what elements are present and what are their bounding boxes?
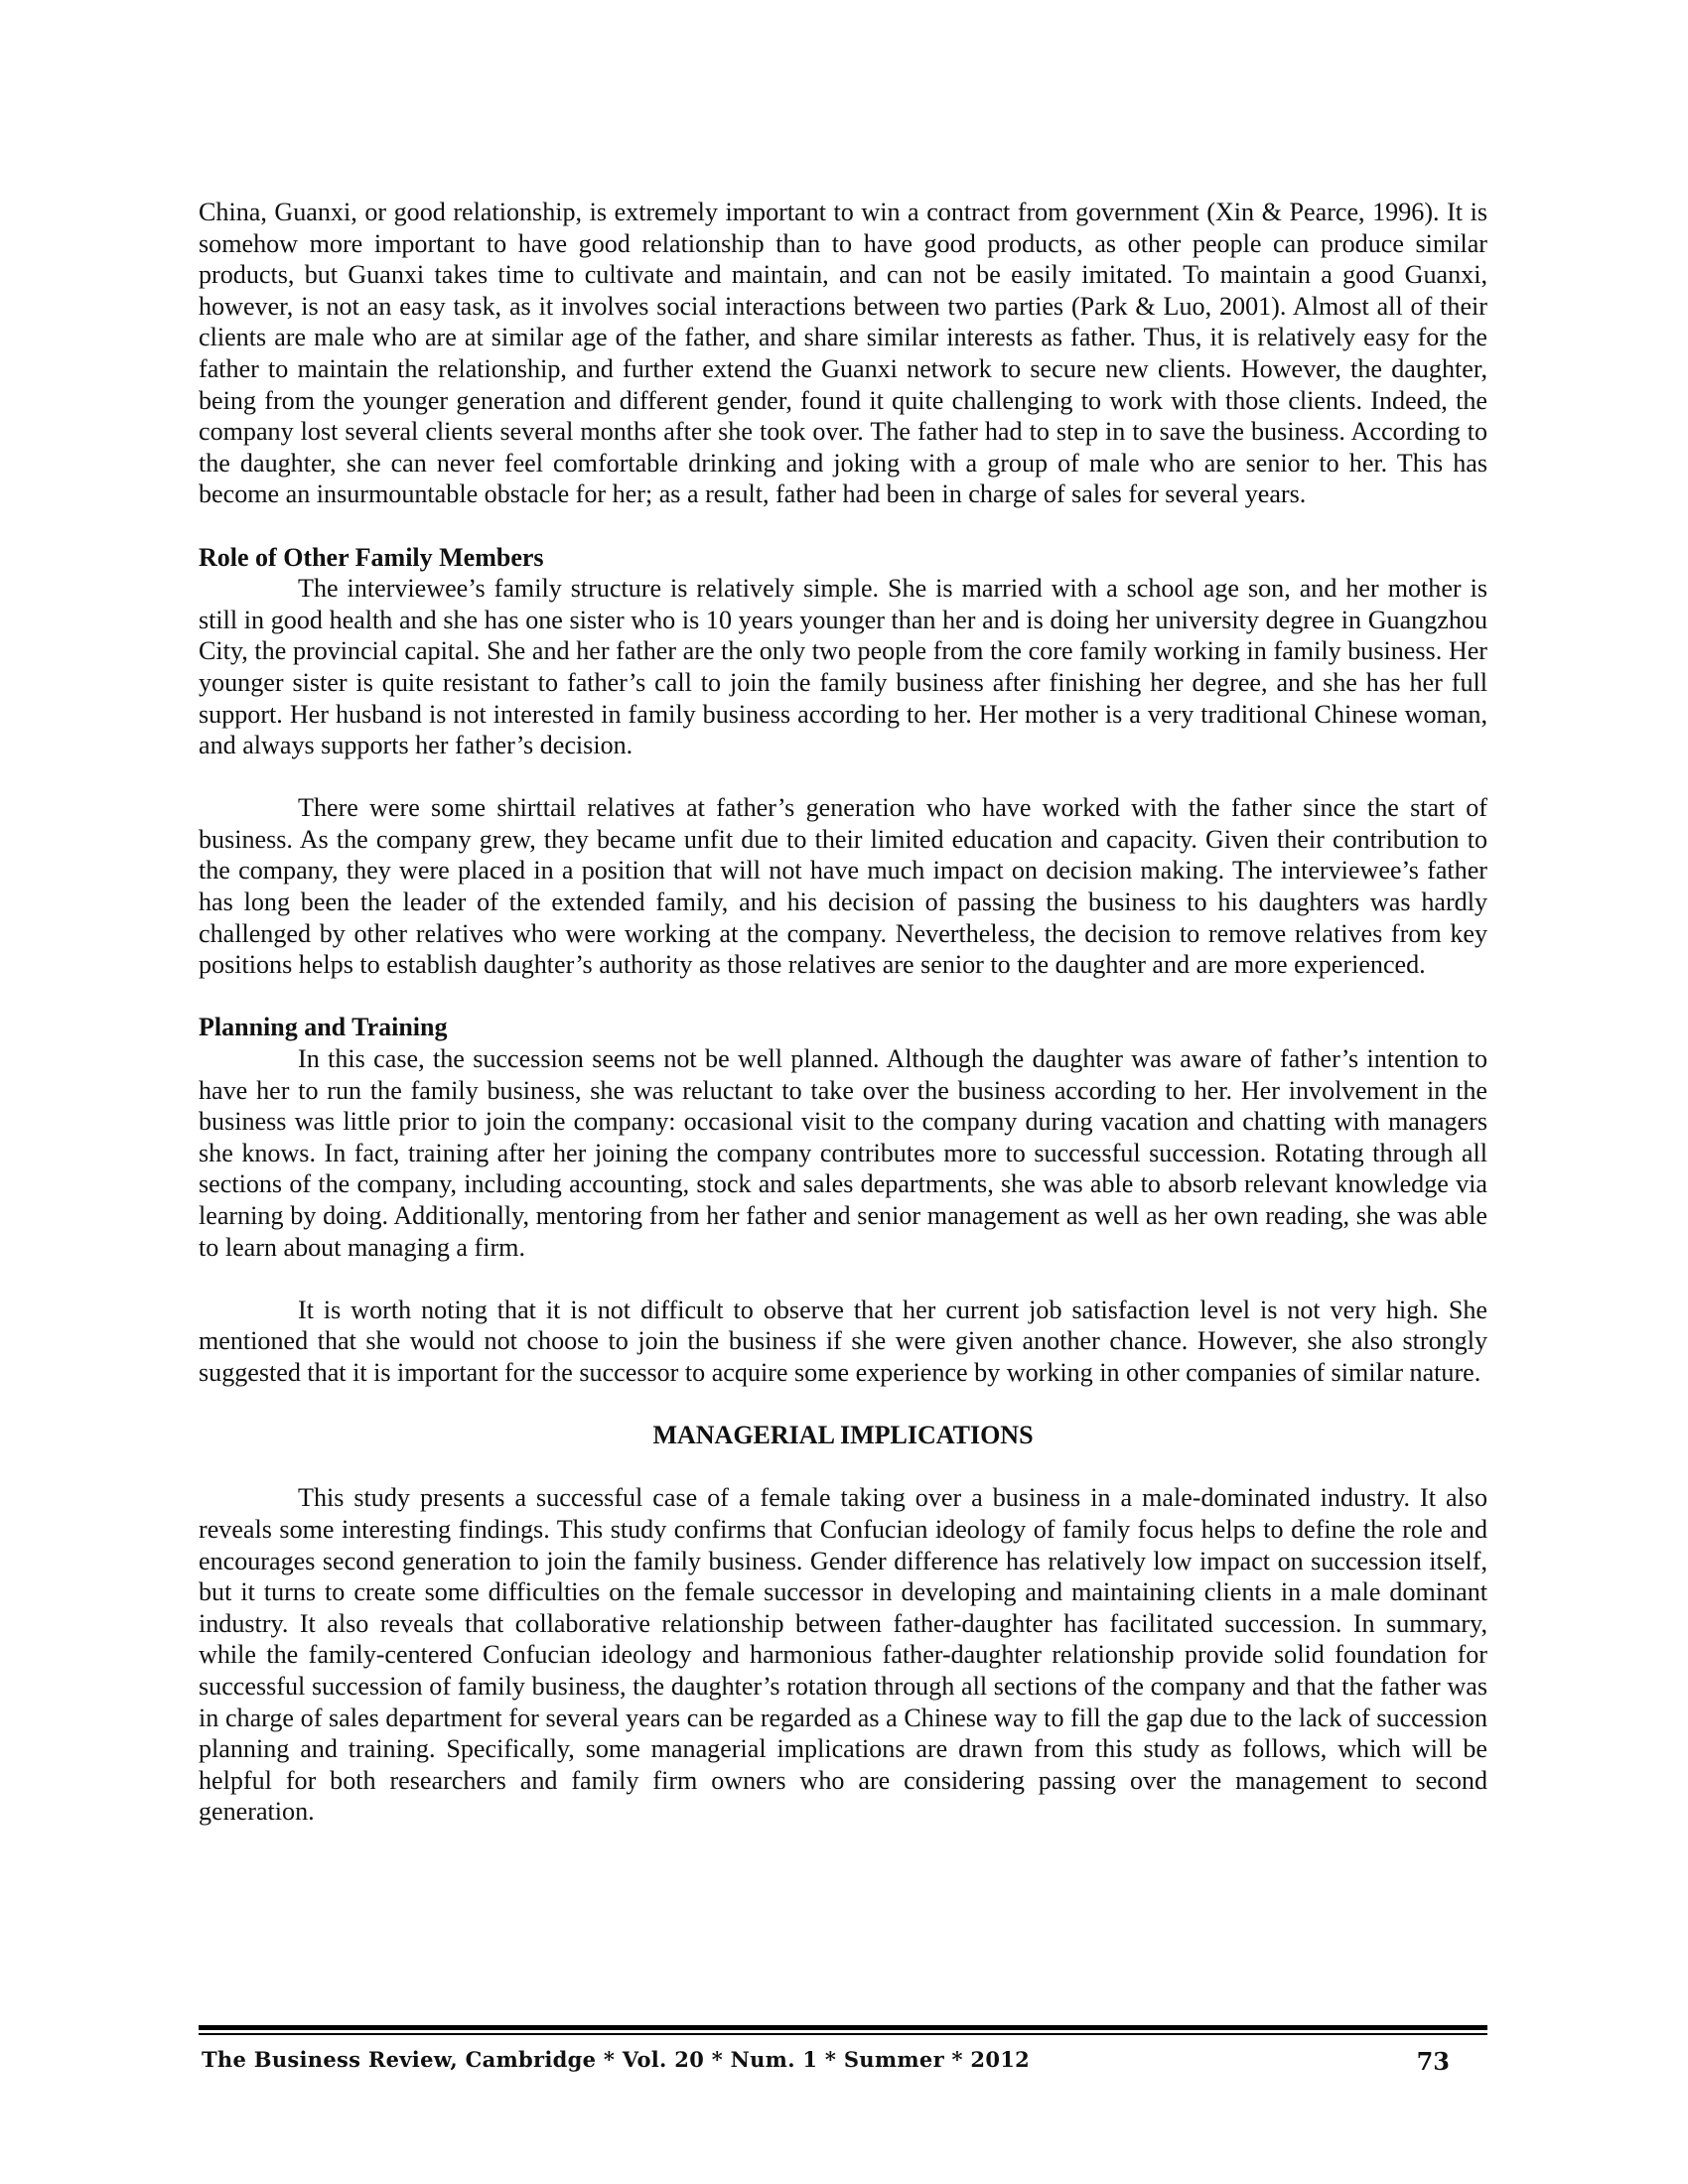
page-number: 73 <box>1416 2046 1450 2076</box>
spacer <box>199 761 1487 793</box>
spacer <box>199 510 1487 542</box>
spacer <box>199 1451 1487 1483</box>
spacer <box>199 1263 1487 1295</box>
paragraph-shirttail-relatives: There were some shirttail relatives at father’s generation who have worked with the father since the start of business. As the company grew, they became unfit due to their limited education and capacity. Given their contribution to the company, they were placed in a position that will not have much impact on decision making. The interviewee’s father has long been the leader of the extended family, and his decision of passing the business to his daughters was hardly challenged by other relatives who were working at the company. Nevertheless, the decision to remove relatives from key positions helps to establish daughter’s authority as those relatives are senior to the daughter and are more experienced. <box>199 793 1487 980</box>
spacer <box>199 1389 1487 1421</box>
spacer <box>199 981 1487 1013</box>
paragraph-study-summary: This study presents a successful case of a female taking over a business in a male-dominated industry. It also reveals some interesting findings. This study confirms that Confucian ideology of family focus helps to define the role and encourages second generation to join the family business. Gender difference has relatively low impact on succession itself, but it turns to create some difficulties on the female successor in developing and maintaining clients in a male dominant industry. It also reveals that collaborative relationship between father-daughter has facilitated succession. In summary, while the family-centered Confucian ideology and harmonious father-daughter relationship provide solid foundation for successful succession of family business, the daughter’s rotation through all sections of the company and that the father was in charge of sales department for several years can be regarded as a Chinese way to fill the gap due to the lack of succession planning and training. Specifically, some managerial implications are drawn from this study as follows, which will be helpful for both researchers and family firm owners who are considering passing over the management to second generation. <box>199 1483 1487 1827</box>
paragraph-family-structure: The interviewee’s family structure is relatively simple. She is married with a school age son, and her mother is still in good health and she has one sister who is 10 years younger than her and is doing her university degree in Guangzhou City, the provincial capital. She and her father are the only two people from the core family working in family business. Her younger sister is quite resistant to father’s call to join the family business after finishing her degree, and she has her full support. Her husband is not interested in family business according to her. Her mother is a very traditional Chinese woman, and always supports her father’s decision. <box>199 574 1487 760</box>
paragraph-guanxi: China, Guanxi, or good relationship, is extremely important to win a contract from government (Xin & Pearce, 1996). It is somehow more important to have good relationship than to have good products, as other people can produce similar products, but Guanxi takes time to cultivate and maintain, and can not be easily imitated. To maintain a good Guanxi, however, is not an easy task, as it involves social interactions between two parties (Park & Luo, 2001). Almost all of their clients are male who are at similar age of the father, and share similar interests as father. Thus, it is relatively easy for the father to maintain the relationship, and further extend the Guanxi network to secure new clients. However, the daughter, being from the younger generation and different gender, found it quite challenging to work with those clients. Indeed, the company lost several clients several months after she took over. The father had to step in to save the business. According to the daughter, she can never feel comfortable drinking and joking with a group of male who are senior to her. This has become an insurmountable obstacle for her; as a result, father had been in charge of sales for several years. <box>199 198 1487 509</box>
subheading-role-of-other-family-members: Role of Other Family Members <box>199 542 544 572</box>
footer-rule-thick <box>199 2025 1487 2030</box>
subheading-planning-and-training: Planning and Training <box>199 1013 448 1042</box>
footer-row <box>199 2047 1487 2087</box>
section-heading-managerial-implications: MANAGERIAL IMPLICATIONS <box>652 1421 1034 1450</box>
paragraph-job-satisfaction: It is worth noting that it is not difficult to observe that her current job satisfaction level is not very high. She mentioned that she would not choose to join the business if she were given another chance. However, she also strongly suggested that it is important for the successor to acquire some experience by working in other companies of similar nature. <box>199 1295 1487 1387</box>
article-body <box>199 197 1487 1828</box>
page-footer <box>199 2025 1487 2087</box>
paragraph-succession-planning: In this case, the succession seems not be well planned. Although the daughter was aware of father’s intention to have her to run the family business, she was reluctant to take over the business according to her. Her involvement in the business was little prior to join the company: occasional visit to the company during vacation and chatting with managers she knows. In fact, training after her joining the company contributes more to successful succession. Rotating through all sections of the company, including accounting, stock and sales departments, she was able to absorb relevant knowledge via learning by doing. Additionally, mentoring from her father and senior management as well as her own reading, she was able to learn about managing a firm. <box>199 1044 1487 1262</box>
journal-citation: The Business Review, Cambridge * Vol. 20 * Num. 1 * Summer * 2012 <box>202 2046 1031 2072</box>
footer-rule-thin <box>199 2033 1487 2035</box>
